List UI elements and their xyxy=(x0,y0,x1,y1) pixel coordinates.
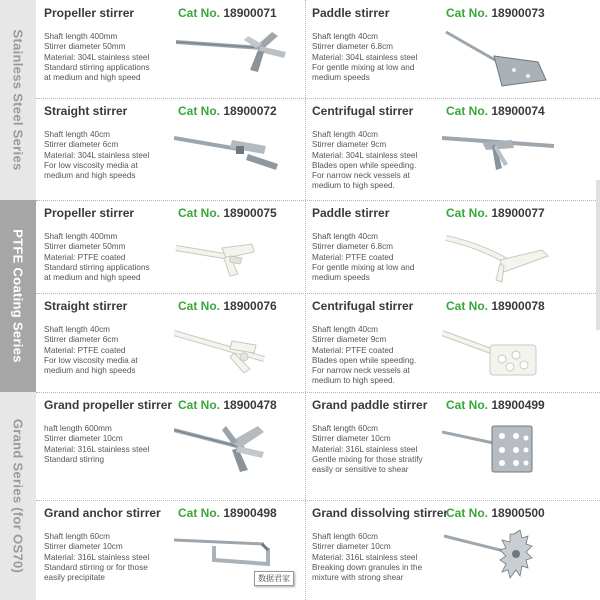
description-line: Stirrer diameter 10cm xyxy=(44,542,123,552)
product-title: Grand dissolving stirrer xyxy=(312,506,449,520)
catalog-number-value: 18900075 xyxy=(223,206,277,220)
description-line: medium to high speed. xyxy=(312,376,395,386)
catalog-number xyxy=(446,299,545,313)
description-line: Shaft length 40cm xyxy=(44,325,110,334)
product-cell xyxy=(306,500,570,600)
description-line: Breaking down granules in the xyxy=(312,562,423,572)
description-line: Standard stirring applications xyxy=(44,262,150,272)
catalog-number-value: 18900074 xyxy=(491,104,545,118)
catalog-number-value: 18900077 xyxy=(491,206,545,220)
product-cell xyxy=(306,0,570,98)
description-line: For gentle mixing at low and xyxy=(312,62,415,72)
catalog-number-value: 18900072 xyxy=(223,104,277,118)
description-line: Shaft length 40cm xyxy=(312,325,378,334)
description-line: Shaft length 40cm xyxy=(312,232,378,241)
description-line: Material: PTFE coated xyxy=(44,345,126,355)
product-cell xyxy=(38,98,302,200)
product-title: Paddle stirrer xyxy=(312,6,390,20)
catalog-number-label: Cat No. xyxy=(446,6,492,20)
product-title: Centrifugal stirrer xyxy=(312,299,414,313)
product-cell xyxy=(306,293,570,392)
description-line: Material: PTFE coated xyxy=(312,345,394,355)
product-cell xyxy=(306,98,570,200)
description-line: Material: 316L stainless steel xyxy=(312,444,418,454)
catalog-number xyxy=(178,206,277,220)
description-line: Material: 316L stainless steel xyxy=(44,552,150,562)
product-cell xyxy=(306,392,570,500)
propeller-stirrer-icon xyxy=(174,26,294,90)
description-line: Stirrer diameter 50mm xyxy=(44,242,126,252)
catalog-number xyxy=(178,104,277,118)
catalog-number xyxy=(446,506,545,520)
description-line: Shaft length 40cm xyxy=(44,130,110,139)
description-line: Standard stirring or for those xyxy=(44,562,148,572)
description-line: Material: 304L stainless steel xyxy=(44,150,150,160)
grand-dissolving-stirrer-icon xyxy=(442,526,562,590)
description-line: at medium and high speed xyxy=(44,273,141,283)
catalog-number-label: Cat No. xyxy=(446,506,492,520)
page-edge-bar xyxy=(596,180,600,330)
catalog-number xyxy=(178,299,277,313)
product-title: Propeller stirrer xyxy=(44,206,135,220)
paddle-stirrer-icon xyxy=(442,26,562,90)
ptfe-straight-stirrer-icon xyxy=(174,319,294,383)
watermark-stamp: 数据君家 xyxy=(254,571,294,586)
description-line: Material: 304L stainless steel xyxy=(44,52,150,62)
description-line: Stirrer diameter 6cm xyxy=(44,335,119,345)
product-title: Grand propeller stirrer xyxy=(44,398,173,412)
product-title: Grand anchor stirrer xyxy=(44,506,161,520)
description-line: For gentle mixing at low and xyxy=(312,262,415,272)
description-line: medium to high speed. xyxy=(312,181,395,191)
product-description xyxy=(44,232,194,283)
description-line: easily precipitate xyxy=(44,573,105,583)
product-title: Propeller stirrer xyxy=(44,6,135,20)
description-line: medium speeds xyxy=(312,73,370,83)
catalog-number-label: Cat No. xyxy=(178,398,224,412)
catalog-number-label: Cat No. xyxy=(178,506,224,520)
description-line: mixture with strong shear xyxy=(312,573,404,583)
description-line: medium and high speeds xyxy=(44,366,136,376)
description-line: Blades open while speeding. xyxy=(312,160,417,170)
product-description xyxy=(312,424,462,475)
centrifugal-stirrer-icon xyxy=(442,124,562,188)
ptfe-coating-series-band xyxy=(0,200,36,392)
description-line: Stirrer diameter 10cm xyxy=(312,434,391,444)
description-line: Gentle mixing for those stratify xyxy=(312,454,423,464)
description-line: Shaft length 60cm xyxy=(312,424,378,433)
catalog-number-label: Cat No. xyxy=(446,104,492,118)
description-line: Stirrer diameter 9cm xyxy=(312,140,387,150)
grand-paddle-stirrer-icon xyxy=(442,418,562,482)
description-line: Stirrer diameter 10cm xyxy=(44,434,123,444)
description-line: Shaft length 60cm xyxy=(44,532,110,541)
catalog-number-label: Cat No. xyxy=(178,299,224,313)
product-description xyxy=(44,325,194,376)
catalog-number xyxy=(178,506,277,520)
description-line: Stirrer diameter 6.8cm xyxy=(312,242,393,252)
product-title: Centrifugal stirrer xyxy=(312,104,414,118)
description-line: Stirrer diameter 6cm xyxy=(44,140,119,150)
description-line: For narrow neck vessels at xyxy=(312,171,410,181)
stainless-steel-series-label: Stainless Steel Series xyxy=(10,29,26,171)
product-description xyxy=(44,32,194,83)
description-line: Material: 316L stainless steel xyxy=(44,444,150,454)
product-description xyxy=(312,532,462,583)
description-line: Shaft length 400mm xyxy=(44,32,118,41)
description-line: Shaft length 400mm xyxy=(44,232,118,241)
description-line: Shaft length 40cm xyxy=(312,130,378,139)
grand-series-band xyxy=(0,392,36,600)
description-line: Stirrer diameter 50mm xyxy=(44,42,126,52)
description-line: Material: PTFE coated xyxy=(312,252,394,262)
description-line: Stirrer diameter 10cm xyxy=(312,542,391,552)
ptfe-centrifugal-stirrer-icon xyxy=(442,319,562,383)
product-description xyxy=(312,232,462,283)
description-line: at medium and high speed xyxy=(44,73,141,83)
description-line: For narrow neck vessels at xyxy=(312,366,410,376)
straight-stirrer-icon xyxy=(174,124,294,188)
description-line: Material: 316L stainless steel xyxy=(312,552,418,562)
stainless-steel-series-band xyxy=(0,0,36,200)
description-line: easily or sensitive to shear xyxy=(312,465,409,475)
grand-propeller-stirrer-icon xyxy=(174,418,294,482)
product-description xyxy=(312,130,462,192)
product-description xyxy=(312,325,462,387)
product-title: Grand paddle stirrer xyxy=(312,398,428,412)
product-title: Straight stirrer xyxy=(44,299,128,313)
description-line: Material: 304L stainless steel xyxy=(312,52,418,62)
product-cell xyxy=(38,392,302,500)
catalog-number-value: 18900500 xyxy=(491,506,545,520)
catalog-number-value: 18900478 xyxy=(223,398,277,412)
product-cell xyxy=(38,293,302,392)
catalog-number-value: 18900071 xyxy=(223,6,277,20)
product-cell xyxy=(38,200,302,293)
description-line: Standard stirring xyxy=(44,454,105,464)
product-description xyxy=(44,130,194,181)
catalog-number-label: Cat No. xyxy=(178,6,224,20)
description-line: For low viscosity media at xyxy=(44,355,138,365)
product-cell xyxy=(38,0,302,98)
description-line: haft length 600mm xyxy=(44,424,112,433)
catalog-number-label: Cat No. xyxy=(446,398,492,412)
catalog-number-value: 18900498 xyxy=(223,506,277,520)
product-description xyxy=(312,32,462,83)
description-line: Stirrer diameter 6.8cm xyxy=(312,42,393,52)
product-title: Straight stirrer xyxy=(44,104,128,118)
catalog-number-label: Cat No. xyxy=(178,104,224,118)
catalog-number xyxy=(446,206,545,220)
description-line: Stirrer diameter 9cm xyxy=(312,335,387,345)
grand-series-label: Grand Series (for OS70) xyxy=(10,418,26,574)
description-line: Shaft length 40cm xyxy=(312,32,378,41)
catalog-number xyxy=(178,398,277,412)
description-line: medium speeds xyxy=(312,273,370,283)
product-cell xyxy=(306,200,570,293)
description-line: Material: 304L stainless steel xyxy=(312,150,418,160)
catalog-number-value: 18900073 xyxy=(491,6,545,20)
catalog-number-value: 18900078 xyxy=(491,299,545,313)
ptfe-coating-series-label: PTFE Coating Series xyxy=(10,229,26,363)
product-description xyxy=(44,424,194,465)
catalog-number-label: Cat No. xyxy=(446,299,492,313)
catalog-number xyxy=(446,104,545,118)
description-line: Standard stirring applications xyxy=(44,62,150,72)
catalog-number xyxy=(178,6,277,20)
description-line: Blades open while speeding. xyxy=(312,355,417,365)
catalog-number-label: Cat No. xyxy=(446,206,492,220)
description-line: Shaft length 60cm xyxy=(312,532,378,541)
description-line: medium and high speeds xyxy=(44,171,136,181)
product-description xyxy=(44,532,194,583)
catalog-number-value: 18900499 xyxy=(491,398,545,412)
catalog-number xyxy=(446,398,545,412)
description-line: Material: PTFE coated xyxy=(44,252,126,262)
ptfe-propeller-stirrer-icon xyxy=(174,226,294,290)
product-title: Paddle stirrer xyxy=(312,206,390,220)
ptfe-paddle-stirrer-icon xyxy=(442,226,562,290)
catalog-number xyxy=(446,6,545,20)
description-line: For low viscosity media at xyxy=(44,160,138,170)
catalog-number-value: 18900076 xyxy=(223,299,277,313)
catalog-number-label: Cat No. xyxy=(178,206,224,220)
